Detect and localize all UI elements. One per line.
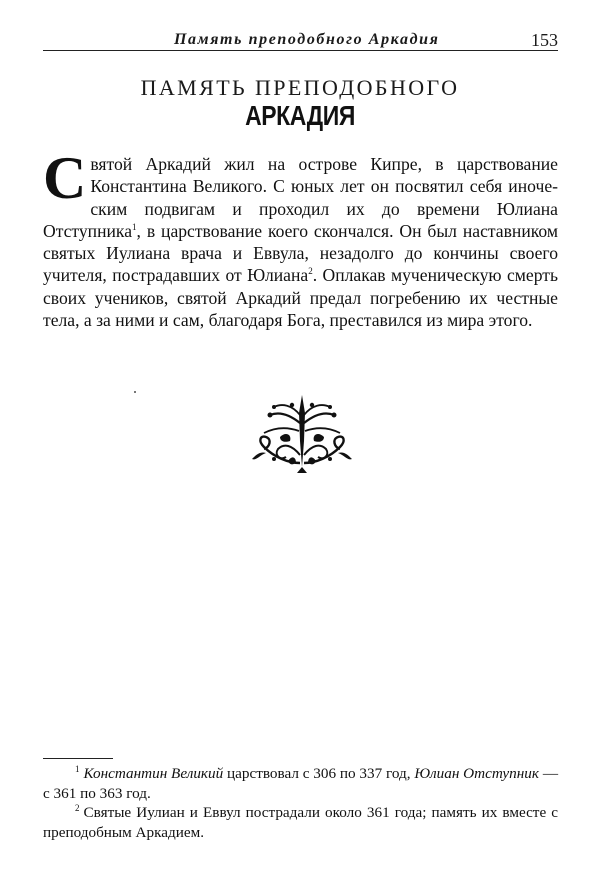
floral-vignette-icon bbox=[250, 393, 354, 473]
page-number: 153 bbox=[531, 30, 558, 50]
footnote-1-text1: царствовал с 306 по 337 год, bbox=[223, 765, 415, 782]
footnote-1-italic-name2: Юлиан Отступник bbox=[414, 765, 540, 782]
footnote-1-italic-name1: Константин Великий bbox=[83, 765, 224, 782]
running-title: Память преподобного Аркадия bbox=[174, 31, 440, 48]
scan-speck bbox=[134, 391, 136, 393]
chapter-title-line1: ПАМЯТЬ ПРЕПОДОБНОГО bbox=[140, 75, 460, 100]
body-text-part2: , в царствование коего скончался. Он был наставником святых Иулиана врача и Еввула, незадолго до кончины своего учителя, пострадавших от Юлиана bbox=[43, 220, 558, 286]
running-head bbox=[43, 30, 558, 51]
footnote-1-text2: — с 361 по 363 год. bbox=[43, 765, 559, 802]
footnote-2 bbox=[43, 803, 558, 842]
chapter-title-line2: АРКАДИЯ bbox=[245, 100, 355, 131]
footnote-ref-1[interactable]: 1 bbox=[132, 221, 137, 232]
footnote-2-text: Святые Иулиан и Еввул пострадали около 361 года; память их вместе с преподобным Аркадием. bbox=[43, 804, 558, 841]
footnotes bbox=[43, 764, 558, 842]
footnote-ref-2[interactable]: 2 bbox=[308, 266, 313, 277]
footnote-1-mark: 1 bbox=[75, 764, 80, 774]
footnote-divider bbox=[43, 758, 113, 759]
body-text-part1: вятой Аркадий жил на острове Кипре, в царствование Константина Великого. С юных лет он посвятил себя иноческим подвигам и проходил их до времени Юлиана Отступника bbox=[43, 154, 558, 241]
body-paragraph bbox=[43, 145, 559, 331]
footnote-1 bbox=[43, 764, 558, 803]
body-text-part3: . Оплакав мученическую смерть своих учеников, святой Аркадий предал погребению их честные тела, а за ними и сам, благодаря Бога, преставился из мира этого. bbox=[43, 265, 559, 331]
footnote-2-mark: 2 bbox=[75, 803, 80, 813]
drop-cap: С bbox=[43, 145, 87, 211]
